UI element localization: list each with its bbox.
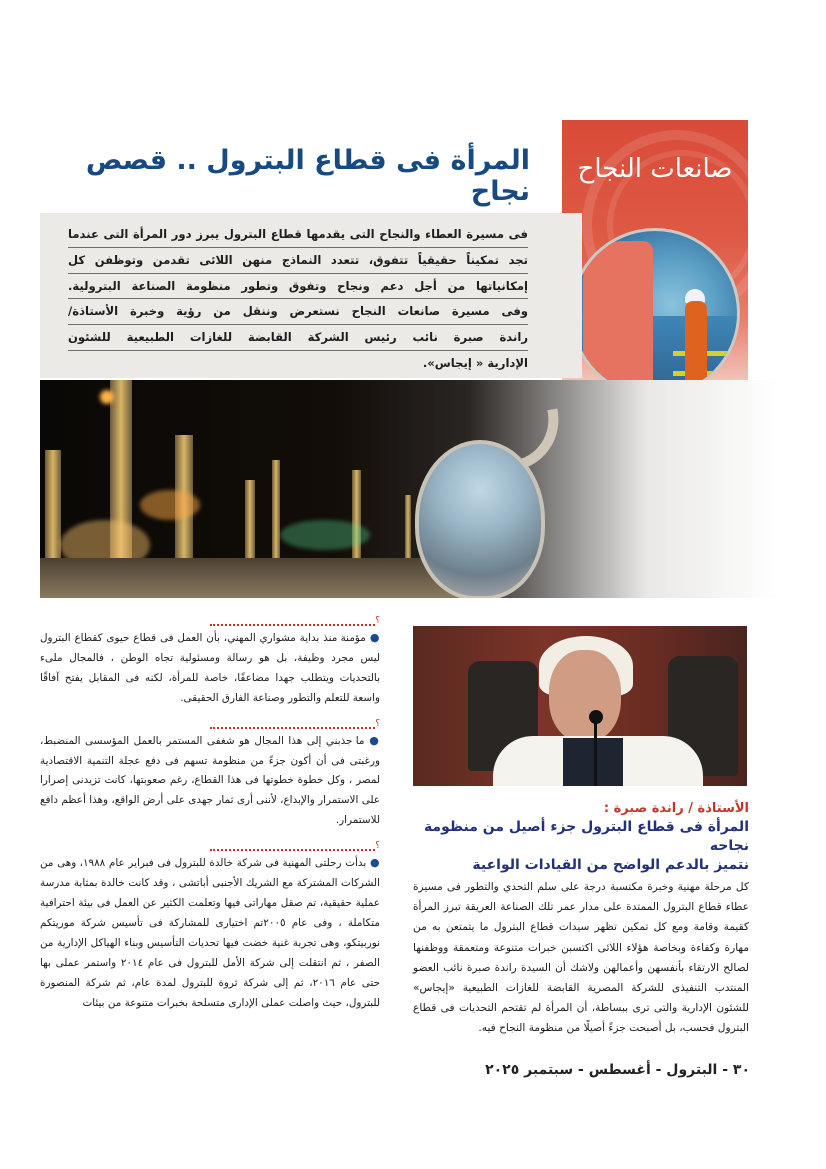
- dotted-line: [210, 841, 375, 851]
- headline: نتميز بالدعم الواضح من القيادات الواعية: [472, 857, 749, 873]
- intro-line: راندة صبرة نائب رئيس الشركة القابضة للغازات الطبيعية للشئون: [68, 325, 528, 351]
- question-separator: [40, 837, 380, 851]
- light-glow: [280, 520, 370, 550]
- intro-line: وفى مسيرة صانعات النجاح نستعرض وننقل من رؤية وخبرة الأستاذة/: [68, 299, 528, 325]
- answer-paragraph: [40, 853, 380, 1013]
- blouse-graphic: [563, 738, 623, 786]
- answer-paragraph: [40, 731, 380, 832]
- refinery-hero-image: [40, 380, 780, 598]
- dotted-line: [210, 719, 375, 729]
- refinery-tower: [272, 460, 280, 570]
- offshore-worker-photo: [570, 228, 740, 385]
- answer-text: بدأت رحلتى المهنية فى شركة خالدة للبترول فى فبراير عام ١٩٨٨، وهى من الشركات المشتركة مع الشريك الأجنبى أباتشى ، وقد كانت خالدة بمثابة مدرسة عملية حقيقية، تم صقل مهاراتى فيها وتعلمت الكثير عن العمل فى بيئة احترافية متكاملة ، وفى عام ٢٠٠٥تم اختيارى للمشاركة فى تأسيس شركة موريتكم نوربيتكو، وهى تجربة غنية خضت فيها تحديات التأسيس وبناء الهياكل الإدارية من الصفر ، ثم انتقلت إلى شركة الأمل للبترول فى عام ٢٠١٤ واستمر عملى بها حتى عام ٢٠١٦، ثم إلى شركة ثروة للبترول لمدة عام، ثم شركة المنصورة للبترول، حيث واصلت عملى الإدارى متسلحة بخبرات متنوعة من بيئات: [40, 857, 381, 1009]
- question-mark: ؟: [375, 841, 380, 852]
- face-graphic: [549, 650, 621, 742]
- answer-paragraph: [40, 628, 380, 709]
- intro-line: فى مسيرة العطاء والنجاح التى يقدمها قطاع البترول يبرز دور المرأة التى عندما: [68, 222, 528, 248]
- light-glow: [100, 390, 114, 404]
- body-text: كل مرحلة مهنية وخبرة مكتسبة درجة على سلم التحدي والتطور فى مسيرة عطاء قطاع البترول الممتدة على مدار عمر تلك الصناعة العريقة تبرز المرأة كقيمة وقامة ومع كل تمكين تظهر سيدات قطاع البترول ما يتمتعن به من مهارة وكفاءة وبخاصة هؤلاء اللائى اكتسبن خبرات متنوعة ومتعمقة ووظفنها لصالح الارتقاء بأنفسهن وأعمالهن ولاشك أن السيدة راندة صبرة نائب العضو المنتدب التنفيذى للشركة المصرية القابضة للغازات الطبيعية «إيجاس» للشئون الإدارية والتى ترى ببساطة، أن المرأة لم تقتحم التحديات فى قطاع البترول فحسب، بل أصبحت جزءً أصيلًا من منظومة النجاح فيه.: [413, 881, 749, 1035]
- page-footer: ٣٠ - البترول - أغسطس - سبتمبر ٢٠٢٥: [485, 1062, 750, 1078]
- headline: المرأة فى قطاع البترول جزء أصيل من منظومة نجاحه: [423, 819, 749, 854]
- article-title: المرأة فى قطاع البترول .. قصص نجاح: [85, 145, 530, 207]
- question-separator: [40, 612, 380, 626]
- microphone-icon: [589, 710, 603, 724]
- question-mark: ؟: [375, 616, 380, 626]
- intro-line: تجد تمكيناً حقيقياً تتفوق، تتعدد النماذج منهن اللائى تقدمن وتوظفن كل: [68, 248, 528, 274]
- right-column: [413, 800, 749, 1039]
- intro-line: إمكانياتها من أجل دعم ونجاح وتفوق وتطور منظومة الصناعة البترولية.: [68, 274, 528, 300]
- bullet-icon: ●: [364, 733, 380, 747]
- microphone-stand: [594, 714, 597, 786]
- section-banner: [562, 120, 748, 385]
- woman-silhouette-graphic: [583, 241, 653, 385]
- bullet-icon: ●: [366, 856, 380, 870]
- question-separator: [40, 715, 380, 729]
- bullet-icon: ●: [365, 631, 380, 644]
- portrait-photo: [413, 626, 747, 786]
- section-label: صانعات النجاح: [577, 154, 733, 184]
- left-column: [40, 612, 380, 1019]
- speaker-name: الأستاذة / راندة صبرة :: [603, 801, 749, 816]
- worker-graphic: [685, 301, 707, 381]
- intro-line: الإدارية « إيجاس».: [422, 355, 528, 370]
- dotted-line: [210, 616, 375, 626]
- answer-text: مؤمنة منذ بداية مشواري المهني، بأن العمل فى قطاع حيوى كقطاع البترول ليس مجرد وظيفة، بل هو رسالة ومسئولية تجاه الوطن ، فالمجال ملىء بالتحديات ويتطلب جهدا مضاعفًا، خاصة للمرأة، لكنه فى المقابل يفتح آفاقًا واسعة للتعلم والتطور وصناعة الفارق الحقيقى.: [40, 632, 380, 704]
- plant-aerial-photo: [415, 440, 545, 598]
- intro-text: [68, 222, 528, 376]
- question-mark: ؟: [375, 718, 380, 729]
- light-glow: [140, 490, 200, 520]
- ground-graphic: [40, 558, 460, 598]
- answer-text: ما جذبني إلى هذا المجال هو شغفى المستمر بالعمل المؤسسى المنضبط، ورغبتى فى أن أكون جزءً من منظومة تسهم فى دفع عجلة التنمية الاقتصادية لمصر ، وكل خطوة خطوتها فى هذا القطاع، رغم صعوبتها، كانت تزيدنى إصرارا على الاستمرار والإبداع، لأننى أرى ثمار جهدى على أرض الواقع، وهذا أعظم دافع للاستمرار.: [40, 734, 380, 827]
